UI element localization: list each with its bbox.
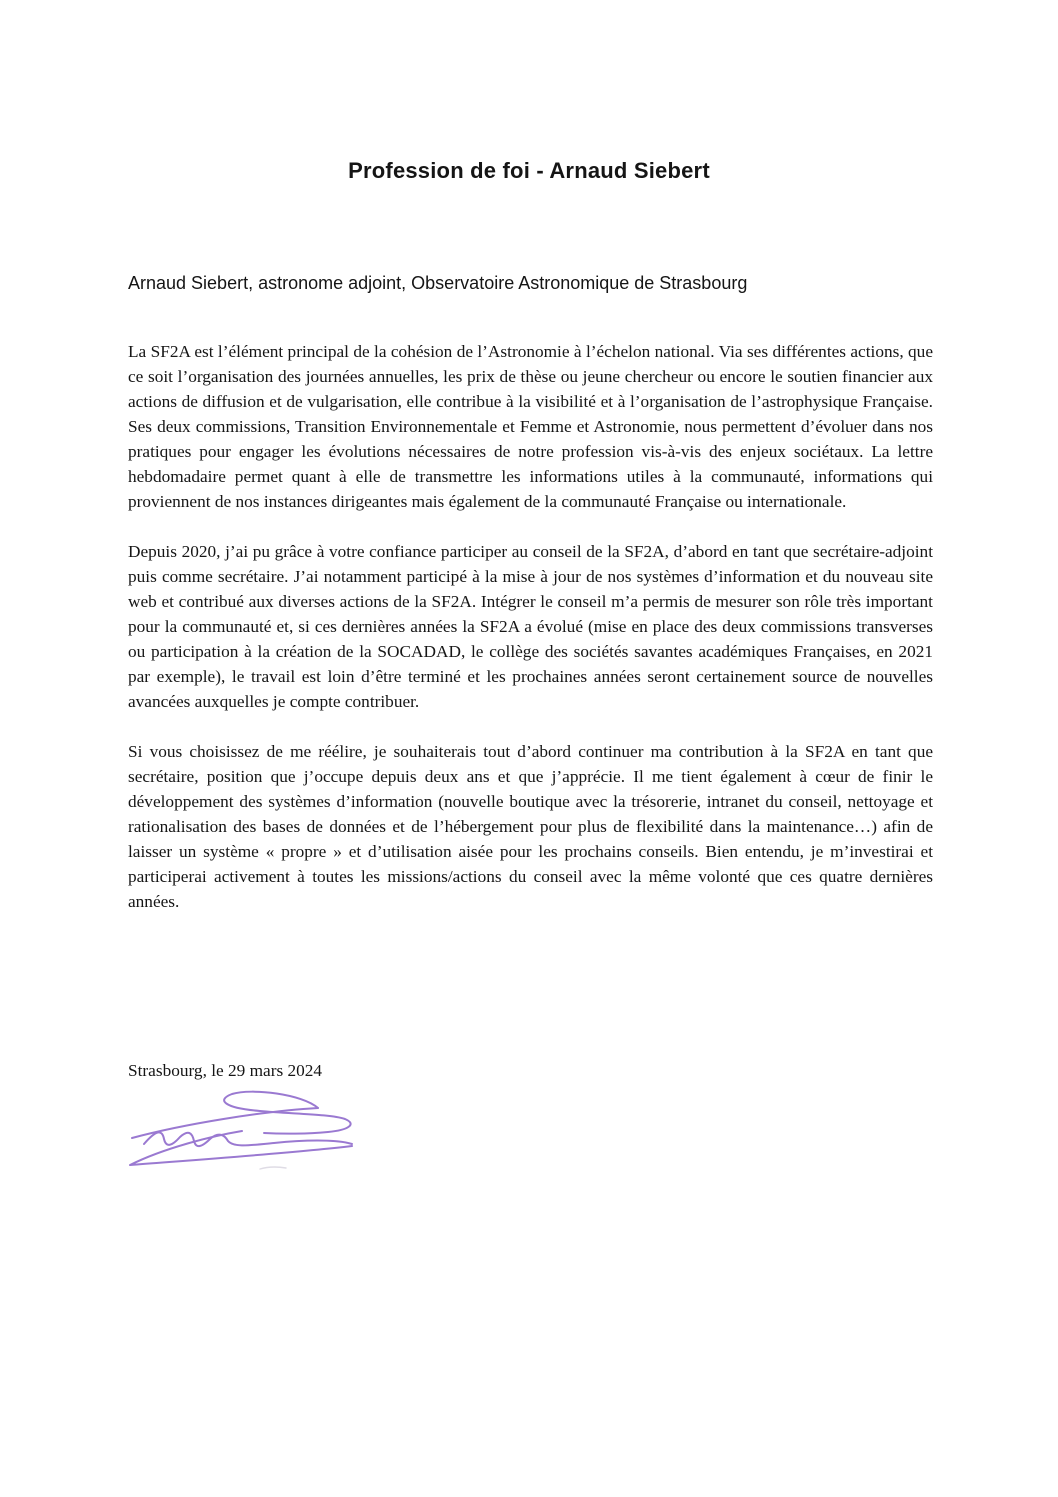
signature-stroke-faint bbox=[260, 1167, 286, 1169]
paragraph-3: Si vous choisissez de me réélire, je souhaiterais tout d’abord continuer ma contribution à la SF2A en tant que secrétaire, position que j’occupe depuis deux ans et que j’apprécie. Il me tient également à cœur de finir le développement des systèmes d’information (nouvelle boutique avec la trésorerie, intranet du conseil, nettoyage et rationalisation des bases de données et de l’hébergement pour plus de flexibilité dans la maintenance…) afin de laisser un système « propre » et d’utilisation aisée pour les prochains conseils. Bien entendu, je m’investirai et participerai activement à toutes les missions/actions du conseil avec la même volonté que ces quatre dernières années. bbox=[128, 742, 933, 911]
paragraph-2: Depuis 2020, j’ai pu grâce à votre confiance participer au conseil de la SF2A, d’abord en tant que secrétaire-adjoint puis comme secrétaire. J’ai notamment participé à la mise à jour de nos systèmes d’information et du nouveau site web et contribué aux diverses actions de la SF2A. Intégrer le conseil m’a permis de mesurer son rôle très important pour la communauté et, si ces dernières années la SF2A a évolué (mise en place des deux commissions transverses ou participation à la création de la SOCADAD, le collège des sociétés savantes académiques Françaises, en 2021 par exemple), le travail est loin d’être terminé et les prochaines années seront certainement source de nouvelles avancées auxquelles je compte contribuer. bbox=[128, 542, 933, 711]
signature-stroke-loop bbox=[224, 1092, 350, 1134]
letter-body bbox=[128, 339, 933, 939]
signature bbox=[124, 1086, 360, 1172]
dateline: Strasbourg, le 29 mars 2024 bbox=[128, 1061, 323, 1080]
signature-ink-icon bbox=[124, 1086, 360, 1172]
document-title: Profession de foi - Arnaud Siebert bbox=[348, 158, 710, 183]
signature-stroke-wave bbox=[144, 1132, 352, 1146]
paragraph-1: La SF2A est l’élément principal de la cohésion de l’Astronomie à l’échelon national. Via ses différentes actions, que ce soit l’organisation des journées annuelles, les prix de thèse ou jeune chercheur ou encore le soutien financier aux actions de diffusion et de vulgarisation, elle contribue à la visibilité et à l’organisation de l’astrophysique Française. Ses deux commissions, Transition Environnementale et Femme et Astronomie, nous permettent d’évoluer dans nos pratiques pour engager les évolutions nécessaires de notre profession vis-à-vis des enjeux sociétaux. La lettre hebdomadaire permet quant à elle de transmettre les informations utiles à la communauté, informations qui proviennent de nos instances dirigeantes mais également de la communauté Française ou internationale. bbox=[128, 342, 933, 511]
author-byline: Arnaud Siebert, astronome adjoint, Observatoire Astronomique de Strasbourg bbox=[128, 273, 748, 293]
